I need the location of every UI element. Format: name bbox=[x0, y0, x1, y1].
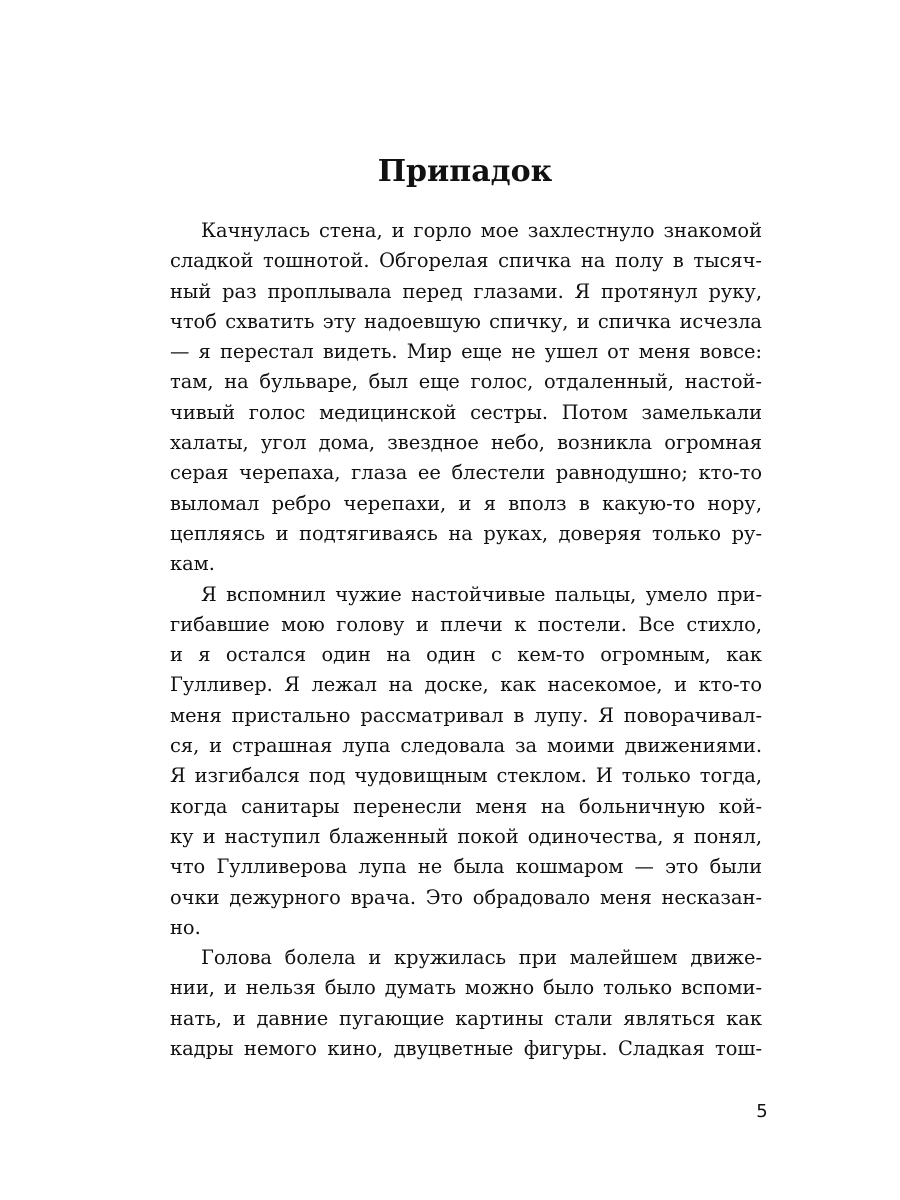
text-line: Качнулась стена, и горло мое захлестнуло знакомой bbox=[201, 219, 762, 242]
text-line: халаты, угол дома, звездное небо, возникла огромная bbox=[170, 431, 762, 455]
text-line: чтоб схватить эту надоевшую спичку, и спичка исчезла bbox=[170, 309, 762, 333]
text-line: Я вспомнил чужие настойчивые пальцы, умело при- bbox=[201, 582, 762, 606]
text-line: когда санитары перенесли меня на больничную кой- bbox=[170, 794, 762, 818]
text-line: кам. bbox=[170, 552, 215, 576]
text-line: нии, и нельзя было думать можно было только вспоми- bbox=[170, 976, 762, 1000]
text-line: чивый голос медицинской сестры. Потом замелькали bbox=[170, 400, 762, 424]
text-line: что Гулливерова лупа не была кошмаром — это были bbox=[170, 855, 762, 879]
text-line: очки дежурного врача. Это обрадовало меня несказан- bbox=[170, 885, 762, 909]
text-line: ный раз проплывала перед глазами. Я протянул руку, bbox=[170, 279, 762, 303]
text-line: и я остался один на один с кем-то огромным, как bbox=[170, 643, 762, 667]
text-line: гибавшие мою голову и плечи к постели. Все стихло, bbox=[170, 612, 762, 636]
paragraph-2 bbox=[170, 580, 762, 944]
paragraph-1 bbox=[170, 216, 762, 580]
text-line: ку и наступил блаженный покой одиночества, я понял, bbox=[170, 824, 762, 848]
chapter-body bbox=[170, 216, 762, 1064]
text-line: нать, и давние пугающие картины стали являться как bbox=[170, 1006, 762, 1030]
text-line: там, на бульваре, был еще голос, отдаленный, настой- bbox=[170, 370, 762, 394]
text-line: ся, и страшная лупа следовала за моими движениями. bbox=[170, 734, 762, 758]
text-line: выломал ребро черепахи, и я вполз в какую-то нору, bbox=[170, 491, 762, 515]
text-line: цепляясь и подтягиваясь на руках, доверяя только ру- bbox=[170, 521, 762, 545]
text-line: меня пристально рассматривал в лупу. Я поворачивал- bbox=[170, 703, 762, 727]
text-line: серая черепаха, глаза ее блестели равнодушно; кто-то bbox=[170, 461, 762, 485]
page-number: 5 bbox=[756, 1101, 768, 1122]
text-line: но. bbox=[170, 915, 201, 939]
text-line: Голова болела и кружилась при малейшем движе- bbox=[201, 946, 762, 970]
text-line: Я изгибался под чудовищным стеклом. И только тогда, bbox=[170, 764, 762, 788]
paragraph-3 bbox=[170, 943, 762, 1064]
chapter-title: Припадок bbox=[377, 154, 553, 189]
text-line: кадры немого кино, двуцветные фигуры. Сладкая тош- bbox=[170, 1037, 762, 1061]
text-line: сладкой тошнотой. Обгорелая спичка на полу в тысяч- bbox=[170, 249, 762, 273]
text-line: Гулливер. Я лежал на доске, как насекомое, и кто-то bbox=[170, 673, 762, 697]
text-line: — я перестал видеть. Мир еще не ушел от меня вовсе: bbox=[170, 340, 762, 364]
